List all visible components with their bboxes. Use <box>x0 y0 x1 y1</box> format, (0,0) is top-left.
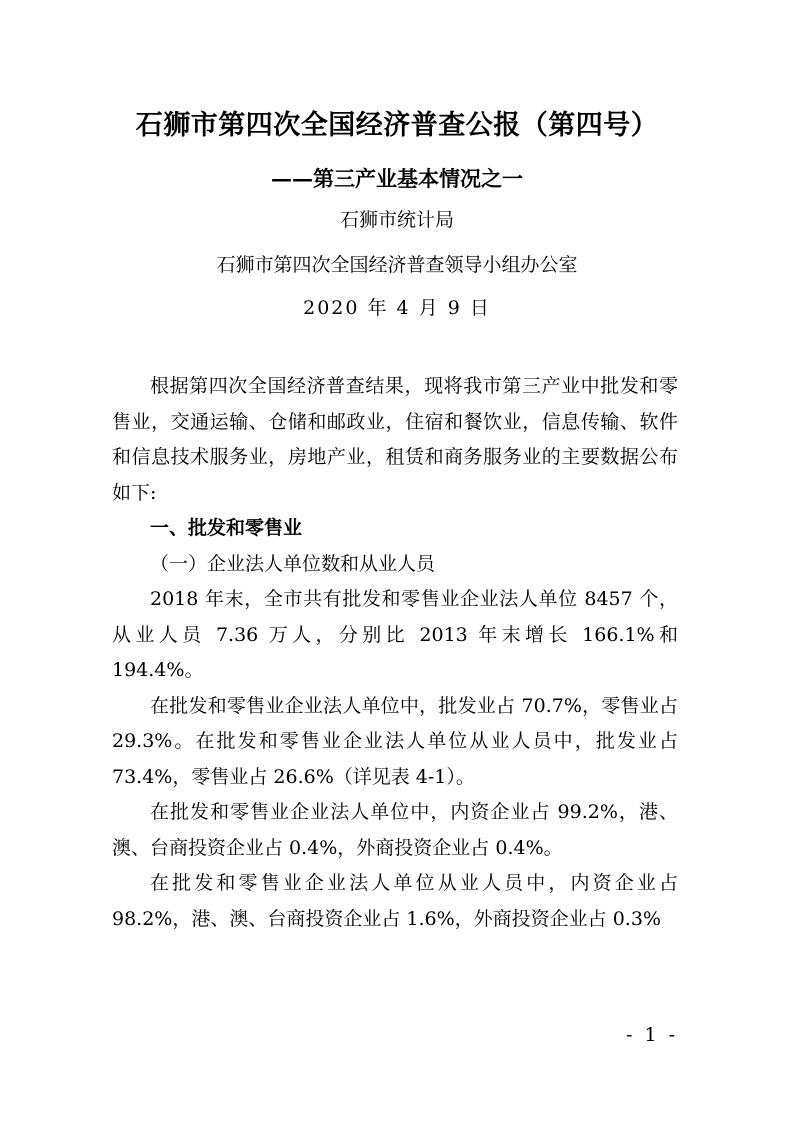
issuer-statistics-bureau: 石狮市统计局 <box>339 209 454 231</box>
body-paragraph: 2018 年末，全市共有批发和零售业企业法人单位 8457 个，从业人员 7.36 万人，分别比 2013 年末增长 166.1%和 194.4%。 <box>112 588 678 681</box>
document-body <box>112 369 678 937</box>
body-paragraph: 在批发和零售业企业法人单位从业人员中，内资企业占 98.2%，港、澳、台商投资企业占 1.6%，外商投资企业占 0.3% <box>112 872 678 930</box>
section-heading-wholesale-retail: 一、批发和零售业 <box>150 517 303 539</box>
intro-paragraph: 根据第四次全国经济普查结果，现将我市第三产业中批发和零售业，交通运输、仓储和邮政业，住宿和餐饮业，信息传输、软件和信息技术服务业，房地产业，租赁和商务服务业的主要数据公布如下: <box>112 375 678 504</box>
document-title: 石狮市第四次全国经济普查公报（第四号） <box>135 110 659 141</box>
publication-date: 2020 年 4 月 9 日 <box>303 297 491 319</box>
body-paragraph: 在批发和零售业企业法人单位中，批发业占 70.7%，零售业占 29.3%。在批发和零售业企业法人单位从业人员中，批发业占 73.4%，零售业占 26.6%（详见表 4-1）。 <box>112 694 678 788</box>
subsection-heading-units-employees: （一）企业法人单位数和从业人员 <box>150 552 436 575</box>
document-subtitle: ——第三产业基本情况之一 <box>271 166 523 191</box>
body-paragraph: 在批发和零售业企业法人单位中，内资企业占 99.2%，港、澳、台商投资企业占 0.4%，外商投资企业占 0.4%。 <box>112 801 678 859</box>
issuer-census-office: 石狮市第四次全国经济普查领导小组办公室 <box>216 254 578 276</box>
page-number: - 1 - <box>625 1024 678 1046</box>
